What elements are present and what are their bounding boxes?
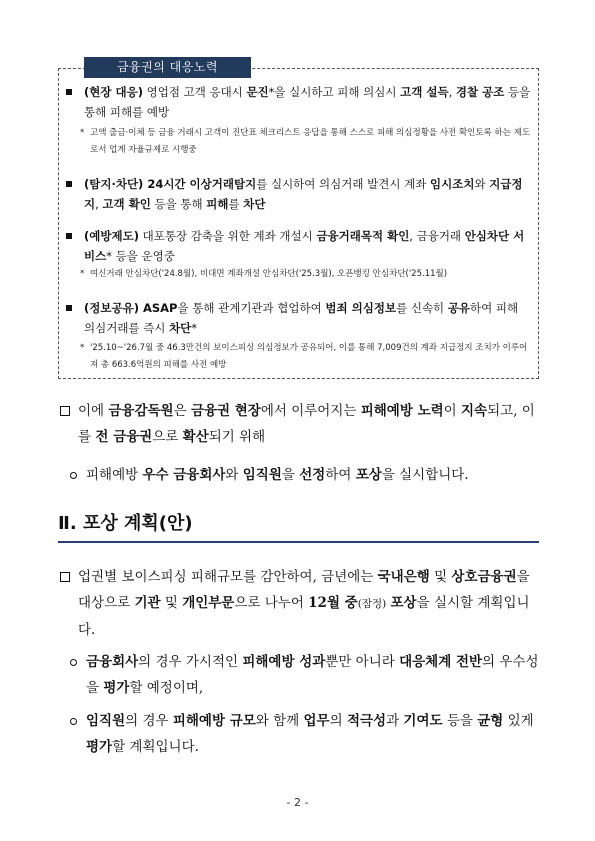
bold-text-run: 공유 xyxy=(447,301,471,315)
square-bullet-icon xyxy=(66,233,72,239)
text-run: 하여 xyxy=(325,467,356,483)
bold-text-run: 적극성 xyxy=(346,713,387,729)
section-rule xyxy=(58,541,539,543)
text-run: 있게 xyxy=(503,713,534,729)
bold-text-run: (예방제도) xyxy=(84,229,139,243)
text-run: 의 우수성을 xyxy=(86,654,539,696)
bold-text-run: (정보공유) ASAP xyxy=(84,301,178,315)
box-note-3 xyxy=(80,340,532,374)
bold-text-run: 피해예방 규모 xyxy=(172,713,256,729)
text-run: , xyxy=(95,197,103,211)
box-item-prevent xyxy=(66,226,532,266)
text-run: 를 xyxy=(228,197,244,211)
text-run: 을 실시합니다. xyxy=(381,467,469,483)
text-run: 할 계획입니다. xyxy=(112,739,199,755)
text-run: 뿐만 아니라 xyxy=(325,654,400,670)
text-run: 으로 나누어 xyxy=(234,595,309,611)
bold-text-run: (탐지·차단) 24시간 이상거래탐지 xyxy=(84,177,257,191)
bold-text-run: 고객 설득 xyxy=(400,85,449,99)
square-bullet-icon xyxy=(66,305,72,311)
circle-bullet-icon xyxy=(70,718,77,725)
bold-text-run: 지급정지 xyxy=(84,177,523,211)
bold-text-run: 피해예방 성과 xyxy=(242,654,326,670)
text-run: 및 xyxy=(429,569,452,585)
square-bullet-icon xyxy=(66,89,72,95)
bold-text-run: 기관 xyxy=(134,595,161,611)
text-run: 대포통장 감축을 위한 계좌 개설시 xyxy=(138,229,317,243)
bold-text-run: 선정 xyxy=(299,467,326,483)
bold-text-run: 임직원 xyxy=(86,713,126,729)
text-run: 등을 통해 xyxy=(150,197,207,211)
text-run: 영업점 고객 응대시 xyxy=(142,85,247,99)
text-run: 피해예방 xyxy=(86,467,143,483)
bold-text-run: 금융거래목적 확인 xyxy=(316,229,410,243)
section-title: Ⅱ. 포상 계획(안) xyxy=(58,513,193,534)
intro-paragraph xyxy=(78,398,540,450)
bold-text-run: (현장 대응) xyxy=(84,85,143,99)
bold-text-run: 경찰 공조 xyxy=(455,85,505,99)
text-run: 등을 통해 피해를 예방 xyxy=(84,85,531,119)
plan-sub-item-institution xyxy=(86,649,540,701)
circle-bullet-icon xyxy=(70,659,77,666)
asterisk-icon: * xyxy=(80,128,85,138)
bold-text-run: 차단 xyxy=(243,197,266,211)
bold-text-run: 고객 확인 xyxy=(102,197,151,211)
bold-text-run: 업무 xyxy=(303,713,330,729)
box-note-text: '25.10~'26.7월 중 46.3만건의 보이스피싱 의심정보가 공유되어, 이를 통해 7,009건의 계좌 지급정지 조치가 이루어져 총 663.6억원의 피해를 사전 예방 xyxy=(90,343,528,370)
text-run: 및 xyxy=(160,595,183,611)
bold-text-run: 대응체계 전반 xyxy=(399,654,483,670)
bold-text-run: 금융감독원 xyxy=(108,403,174,419)
text-run: 으로 xyxy=(152,429,183,445)
box-note-1 xyxy=(80,125,532,159)
bold-text-run: 개인부문 xyxy=(182,595,235,611)
bold-text-run: 지속 xyxy=(461,403,488,419)
text-run: *을 실시하고 피해 의심시 xyxy=(268,85,401,99)
text-run: * xyxy=(191,321,198,335)
bold-text-run: 임시조치 xyxy=(430,177,475,191)
text-run: 은 xyxy=(173,403,191,419)
asterisk-icon: * xyxy=(80,343,85,353)
box-item-share xyxy=(66,298,532,338)
text-run: 의 경우 xyxy=(125,713,173,729)
text-run: (잠정) xyxy=(357,598,387,610)
text-run: 과 xyxy=(386,713,404,729)
box-item-detect xyxy=(66,174,532,214)
bold-text-run: 포상 xyxy=(390,595,417,611)
text-run: 되고, 이를 xyxy=(78,403,535,445)
text-run: 할 예정이며, xyxy=(129,680,204,696)
text-run: 등을 xyxy=(442,713,478,729)
box-item-text xyxy=(84,82,532,122)
box-item-text xyxy=(84,174,532,214)
square-bullet-icon xyxy=(66,181,72,187)
box-item-field xyxy=(66,82,532,122)
bold-text-run: 상호금융권 xyxy=(451,569,517,585)
text-run: * 등을 운영중 xyxy=(106,249,175,263)
text-run: 이 xyxy=(443,403,462,419)
plan-paragraph xyxy=(78,564,540,643)
box-item-text xyxy=(84,226,532,266)
circle-bullet-icon xyxy=(70,472,77,479)
text-run: 을 통해 관계기관과 협업하여 xyxy=(177,301,326,315)
text-run: 를 신속히 xyxy=(396,301,448,315)
box-note-text: 여신거래 안심차단('24.8월), 비대면 계좌개설 안심차단('25.3월), 오픈뱅킹 안심차단('25.11월) xyxy=(90,269,448,279)
text-run: 을 실시할 계획입니다. xyxy=(78,595,530,638)
square-bullet-icon xyxy=(60,572,70,582)
text-run: , 금융거래 xyxy=(409,229,465,243)
bold-text-run: 확산 xyxy=(182,429,209,445)
text-run: 와 xyxy=(474,177,490,191)
text-run: 에서 이루어지는 xyxy=(260,403,361,419)
text-run: 을 xyxy=(281,467,300,483)
box-title: 금융권의 대응노력 xyxy=(84,57,251,78)
bold-text-run: 균형 xyxy=(477,713,504,729)
intro-sub-item xyxy=(86,462,540,488)
bold-text-run: 범죄 의심정보 xyxy=(325,301,397,315)
box-note-text: 고액 출금·이체 등 금융 거래시 고객이 진단표 체크리스트 응답을 통해 스스로 피해 의심정황을 사전 확인토록 하는 제도로서 업계 자율규제로 시행중 xyxy=(90,128,531,155)
bold-text-run: 기여도 xyxy=(403,713,443,729)
bold-text-run: 전 금융권 xyxy=(95,429,153,445)
bold-text-run: 포상 xyxy=(355,467,382,483)
bold-text-run: 우수 금융회사 xyxy=(142,467,226,483)
bold-text-run: 문진 xyxy=(246,85,269,99)
plan-sub-item-staff xyxy=(86,708,540,760)
text-run: 와 함께 xyxy=(255,713,304,729)
text-run: 업권별 보이스피싱 피해규모를 감안하여, 금년에는 xyxy=(78,569,378,585)
text-run: 와 xyxy=(225,467,243,483)
text-run: 을 대상으로 xyxy=(78,569,530,611)
text-run: , xyxy=(448,85,456,99)
bold-text-run: 평가 xyxy=(103,680,130,696)
bold-text-run: 안심차단 서비스 xyxy=(84,229,525,263)
text-run: 하여 피해 의심거래를 즉시 xyxy=(84,301,519,335)
text-run: 의 경우 가시적인 xyxy=(138,654,243,670)
bold-text-run: 피해예방 노력 xyxy=(360,403,444,419)
text-run: 의 xyxy=(329,713,347,729)
bold-text-run: 임직원 xyxy=(242,467,282,483)
box-item-text xyxy=(84,298,532,338)
bold-text-run: 국내은행 xyxy=(377,569,430,585)
bold-text-run: 차단 xyxy=(169,321,192,335)
asterisk-icon: * xyxy=(80,269,85,279)
bold-text-run: 평가 xyxy=(86,739,113,755)
bold-text-run: 금융권 현장 xyxy=(190,403,261,419)
bold-text-run: 금융회사 xyxy=(86,654,139,670)
page-number: - 2 - xyxy=(286,796,309,809)
square-bullet-icon xyxy=(60,406,70,416)
text-run: 를 실시하여 의심거래 발견시 계좌 xyxy=(256,177,431,191)
text-run: 되기 위해 xyxy=(208,429,266,445)
bold-text-run: 12월 중 xyxy=(308,595,358,611)
box-note-2 xyxy=(80,266,532,283)
text-run: 이에 xyxy=(78,403,109,419)
bold-text-run: 피해 xyxy=(206,197,229,211)
